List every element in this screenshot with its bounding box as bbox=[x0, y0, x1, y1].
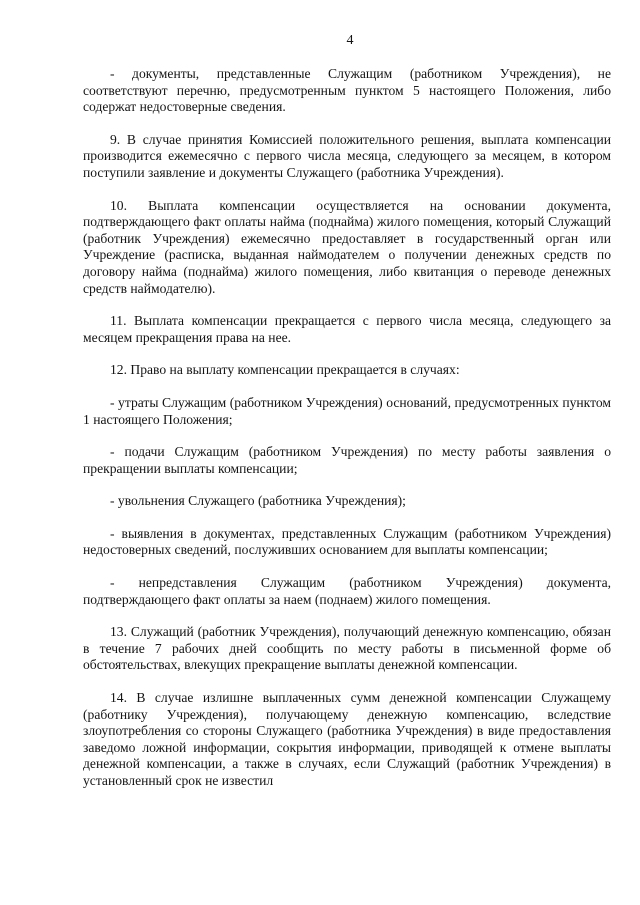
paragraph-12-item-4: - выявления в документах, представленных Служащим (работником Учреждения) недостоверных сведений, послуживших основанием для выплаты компенсации; bbox=[83, 525, 611, 558]
paragraph-12-item-3: - увольнения Служащего (работника Учреждения); bbox=[110, 493, 406, 509]
paragraph-9: 9. В случае принятия Комиссией положительного решения, выплата компенсации производится ежемесячно с первого числа месяца, следующего за месяцем, в котором поступили заявление и документы Служащего (работника Учреждения). bbox=[83, 131, 611, 180]
paragraph-12-item-2: - подачи Служащим (работником Учреждения) по месту работы заявления о прекращении выплаты компенсации; bbox=[83, 444, 611, 476]
page-number: 4 bbox=[346, 33, 354, 48]
paragraph-12-item-1: - утраты Служащим (работником Учреждения) оснований, предусмотренных пунктом 1 настоящего Положения; bbox=[83, 394, 611, 427]
paragraph-11: 11. Выплата компенсации прекращается с первого числа месяца, следующего за месяцем прекращения права на нее. bbox=[83, 313, 611, 345]
paragraph-10: 10. Выплата компенсации осуществляется на основании документа, подтверждающего факт оплаты найма (поднайма) жилого помещения, который Служащий (работник Учреждения) ежемесячно предоставляет в государственный орган или Учреждение (расписка, выданная наймодателем о получении денежных средств по договору найма (поднайма) жилого помещения, либо квитанция о переводе денежных средств наймодателю). bbox=[83, 197, 611, 296]
paragraph-14: 14. В случае излишне выплаченных сумм денежной компенсации Служащему (работнику Учреждения), получающему денежную компенсацию, вследствие злоупотребления со стороны Служащего (работника Учреждения) в виде предоставления заведомо ложной информации, сокрытия информации, приводящей к отмене выплаты денежной компенсации, а также в случаях, если Служащий (работник Учреждения) в установленный срок не известил bbox=[83, 690, 611, 788]
paragraph-12-item-5: - непредставления Служащим (работником Учреждения) документа, подтверждающего факт оплаты за наем (поднаем) жилого помещения. bbox=[83, 575, 611, 607]
paragraph-12: 12. Право на выплату компенсации прекращается в случаях: bbox=[110, 362, 460, 378]
paragraph-13: 13. Служащий (работник Учреждения), получающий денежную компенсацию, обязан в течение 7 рабочих дней сообщить по месту работы в письменной форме об обстоятельствах, влекущих прекращение выплаты денежной компенсации. bbox=[83, 624, 611, 673]
document-body bbox=[83, 66, 611, 806]
paragraph-item-8-dash: - документы, представленные Служащим (работником Учреждения), не соответствуют перечню, предусмотренным пунктом 5 настоящего Положения, либо содержат недостоверные сведения. bbox=[83, 66, 611, 115]
